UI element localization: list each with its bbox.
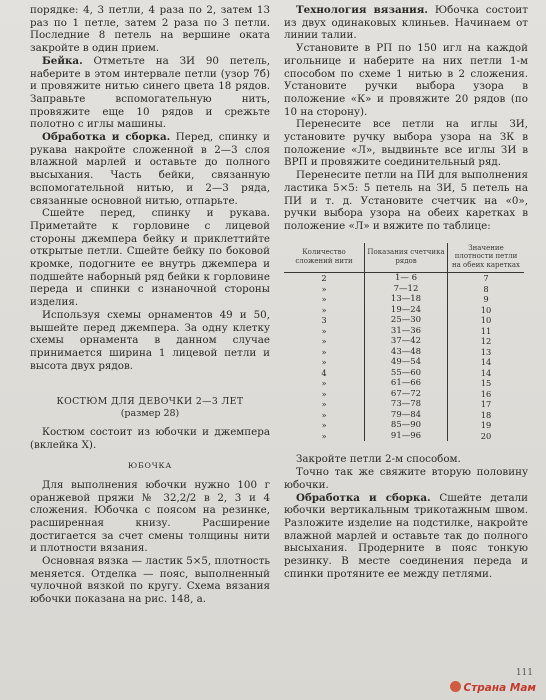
table-cell: 10 [448,315,525,326]
paragraph-final-assembly: Обработка и сборка. Сшейте детали юбочки вертикальным трикотажным швом. Разложите изделие на подстилке, накройте влажной марлей и оставьте так до полного высыхания. Продерните в пояс тонкую резинку. В месте соединения переда и спинки протяните ее между петлями. [284,491,528,580]
table-row [284,431,524,442]
table-row [284,315,524,326]
paragraph: Установите в РП по 150 игл на каждой игольнице и наберите на них петли 1-м способом по схеме 1 нитью в 2 сложения. Установите ручки выбора узора в положение «К» и провяжите 20 рядов (по 10 на сторону). [284,42,528,118]
table-cell: » [321,409,327,420]
table-cell: 12 [448,336,525,347]
table-cell: » [321,399,327,410]
bold-term: Технология вязания. [296,4,428,16]
table-cell: 3 [321,315,327,326]
table-cell: » [321,388,327,399]
table-cell: 85—90 [365,420,448,431]
table-row [284,389,524,400]
knitting-table [284,243,524,442]
paragraph: Используя схемы орнаментов 49 и 50, вышейте перед джемпера. За одну клетку схемы орнамента в данном случае принимается ширина 1 лицевой петли и высота двух рядов. [30,308,270,372]
table-cell: 9 [448,294,525,305]
paragraph-assembly: Обработка и сборка. Перед, спинку и рукава накройте сложенной в 2—3 слоя влажной марлей и оставьте до полного высыхания. Часть бейки, связанную вспомогательной нитью, и 2—3 ряда, связанные основной нитью, отпарьте. [30,131,271,207]
table-row [284,294,524,305]
paragraph-technology: Технология вязания. Юбочка состоит из двух одинаковых клиньев. Начинаем от линии талии. [284,4,528,42]
table-row [284,273,524,284]
table-cell: 14 [448,368,525,379]
table-header: Показания счетчика рядов [365,243,448,273]
left-column [30,4,270,606]
paragraph: Перенесите петли на ПИ для выполнения ластика 5×5: 5 петель на ЗИ, 5 петель на ПИ и т. д. Установите счетчик на «0», ручки выбора узора на обеих каретках в положение «Л» и вяжите по таблице: [284,169,528,232]
paragraph: порядке: 4, 3 петли, 4 раза по 2, затем 13 раз по 1 петле, затем 2 раза по 3 петли. Последние 8 петель на вершине оката закройте в один прием. [30,4,270,55]
table-cell: 43—48 [365,347,448,358]
table-cell: 14 [448,357,525,368]
paragraph: Закройте петли 2-м способом. [296,453,461,466]
table-header: Количество сложений нити [284,243,365,273]
table-row [284,284,524,295]
watermark: Страна Мам [450,681,536,694]
table-cell: 4 [321,367,327,378]
table-cell: 49—54 [365,357,448,368]
table-cell: 18 [448,410,525,421]
table-cell: 79—84 [365,410,448,421]
paragraph: Костюм состоит из юбочки и джемпера (вклейка X). [30,426,270,452]
table-row [284,368,524,379]
subsection-heading: ЮБОЧКА [127,460,173,470]
bold-term: Обработка и сборка. [296,491,431,504]
size-note: (размер 28) [120,408,180,420]
table-cell: » [321,283,327,294]
table-cell: 2 [321,273,327,284]
paragraph: Точно так же свяжите вторую половину юбочки. [284,466,528,491]
right-column [284,4,528,580]
table-cell: 7 [448,273,525,284]
table-cell: 1— 6 [365,273,448,284]
table-cell: 17 [448,399,525,410]
table-cell: 55—60 [365,368,448,379]
table-cell: 19—24 [365,305,448,316]
table-row [284,399,524,410]
table-row [284,378,524,389]
paragraph-binding: Бейка. Отметьте на ЗИ 90 петель, наберите в этом интервале петли (узор 7б) и провяжите нитью синего цвета 18 рядов. Заправьте вспомогательную нить, провяжите еще 10 рядов и срежьте полотно с иглы машины. [30,54,270,131]
logo-icon [450,681,461,692]
table-cell: » [321,325,327,336]
table-cell: 15 [448,378,525,389]
table-cell: » [321,304,327,315]
table-row [284,347,524,358]
page-number: 111 [515,668,533,678]
table-cell: 8 [448,284,525,295]
table-cell: 10 [448,305,525,316]
table-header: Значение плотности петли на обеих каретках [448,243,525,273]
paragraph: Для выполнения юбочки нужно 100 г оранжевой пряжи № 32,2/2 в 2, 3 и 4 сложения. Юбочка с поясом на резинке, расширенная книзу. Расширение достигается за счет смены толщины нити и плотности вязания. [30,478,270,555]
table-cell: 37—42 [365,336,448,347]
table-row [284,410,524,421]
table-cell: 31—36 [365,326,448,337]
table-cell: » [321,378,327,389]
table-cell: 13—18 [365,294,448,305]
table-cell: » [321,420,327,431]
table-cell: » [321,336,327,347]
table-cell: 67—72 [365,389,448,400]
paragraph: Сшейте перед, спинку и рукава. Приметайте к горловине с лицевой стороны джемпера бейку и приклеттийте открытые петли. Сшейте бейку по боковой кромке, подогните ее внутрь джемпера и подшейте наборный ряд бейки к горловине переда и спинки с изнаночной стороны изделия. [30,207,270,309]
table-cell: 61—66 [365,378,448,389]
table-cell: 11 [448,326,525,337]
table-cell: 91—96 [365,431,448,442]
table-row [284,420,524,431]
paragraph: Перенесите все петли на иглы ЗИ, установите ручку выбора узора на ЗК в положение «Л», выдвиньте все иглы ЗИ в ВРП и провяжите соединительный ряд. [284,118,528,169]
table-cell: 13 [448,347,525,358]
table-cell: » [321,357,327,368]
table-cell: 73—78 [365,399,448,410]
section-heading: КОСТЮМ ДЛЯ ДЕВОЧКИ 2—3 ЛЕТ [56,396,244,408]
table-body [284,273,524,442]
table-row [284,357,524,368]
table-cell: 16 [448,389,525,400]
paragraph: Основная вязка — ластик 5×5, плотность меняется. Отделка — пояс, выполненный чулочной вязкой по кругу. Схема вязания юбочки показана на рис. 148, а. [30,555,270,606]
bold-term: Бейка. [42,54,83,67]
table-row [284,336,524,347]
bold-term: Обработка и сборка. [42,131,171,144]
table-cell: 20 [448,431,525,442]
table-cell: » [321,346,327,357]
table-header-row [284,243,524,273]
table-cell: 7—12 [365,284,448,295]
table-cell: 19 [448,420,525,431]
table-row [284,305,524,316]
table-cell: » [321,294,327,305]
table-cell: 25—30 [365,315,448,326]
table-row [284,326,524,337]
table-cell: » [321,430,327,441]
